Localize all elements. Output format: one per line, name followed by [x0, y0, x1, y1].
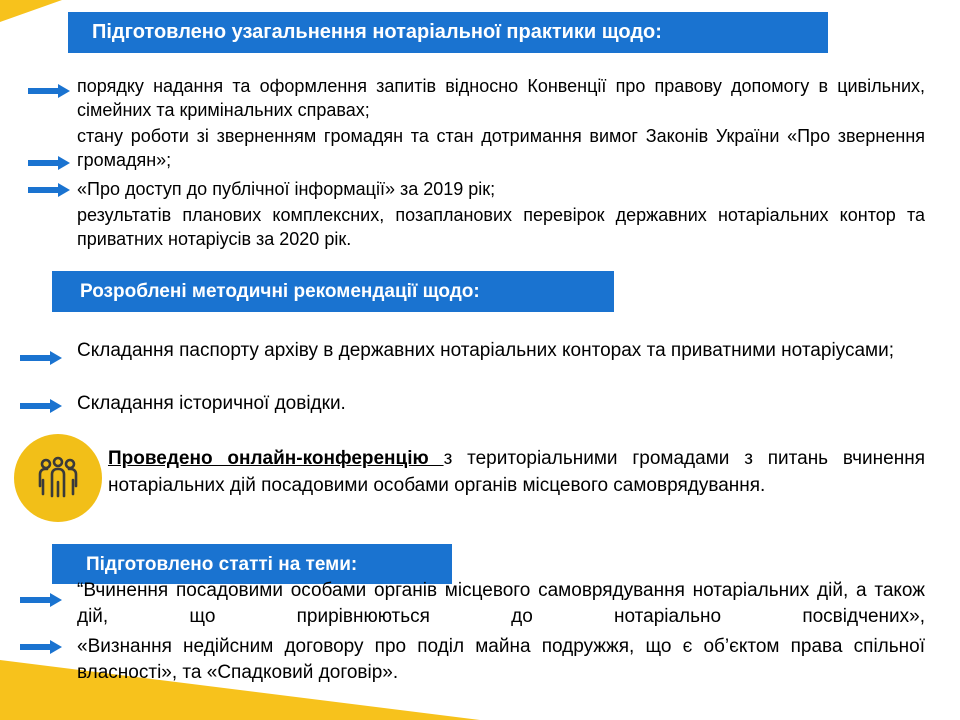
people-group-icon	[14, 434, 102, 522]
recommendation-item: Складання історичної довідки.	[77, 393, 346, 414]
generalization-item: стану роботи зі зверненням громадян та стан дотримання вимог Законів України «Про звернення громадян»;	[77, 126, 925, 170]
generalization-item: результатів планових комплексних, позапланових перевірок державних нотаріальних контор та приватних нотаріусів за 2020 рік.	[77, 205, 925, 249]
section-heading-articles: Підготовлено статті на теми:	[52, 544, 452, 584]
corner-decoration-top	[0, 0, 62, 22]
article-item: «Визнання недійсним договору про поділ майна подружжя, що є об’єктом права спільної власності», та «Спадковий договір».	[77, 636, 925, 683]
conference-text: з територіальними громадами з питань вчинення нотаріальних дій посадовими особами органів місцевого самоврядування.	[108, 448, 925, 496]
conference-lead: Проведено онлайн-конференцію	[108, 448, 444, 469]
article-item: “Вчинення посадовими особами органів місцевого самоврядування нотаріальних дій, а також дій, що прирівнюються до нотаріально посвідчених»,	[77, 580, 925, 627]
arrow-right-icon	[28, 183, 70, 197]
arrow-right-icon	[20, 640, 62, 654]
arrow-right-icon	[20, 351, 62, 365]
recommendation-item: Складання паспорту архіву в державних нотаріальних конторах та приватними нотаріусами;	[77, 340, 894, 361]
arrow-right-icon	[28, 156, 70, 170]
section-heading-generalization: Підготовлено узагальнення нотаріальної практики щодо:	[68, 12, 828, 53]
arrow-right-icon	[20, 593, 62, 607]
arrow-right-icon	[20, 399, 62, 413]
conference-paragraph	[108, 445, 925, 499]
section-heading-recommendations: Розроблені методичні рекомендації щодо:	[52, 271, 614, 312]
generalization-item: порядку надання та оформлення запитів відносно Конвенції про правову допомогу в цивільних, сімейних та кримінальних справах;	[77, 76, 925, 120]
generalization-item: «Про доступ до публічної інформації» за 2019 рік;	[77, 179, 496, 199]
arrow-right-icon	[28, 84, 70, 98]
